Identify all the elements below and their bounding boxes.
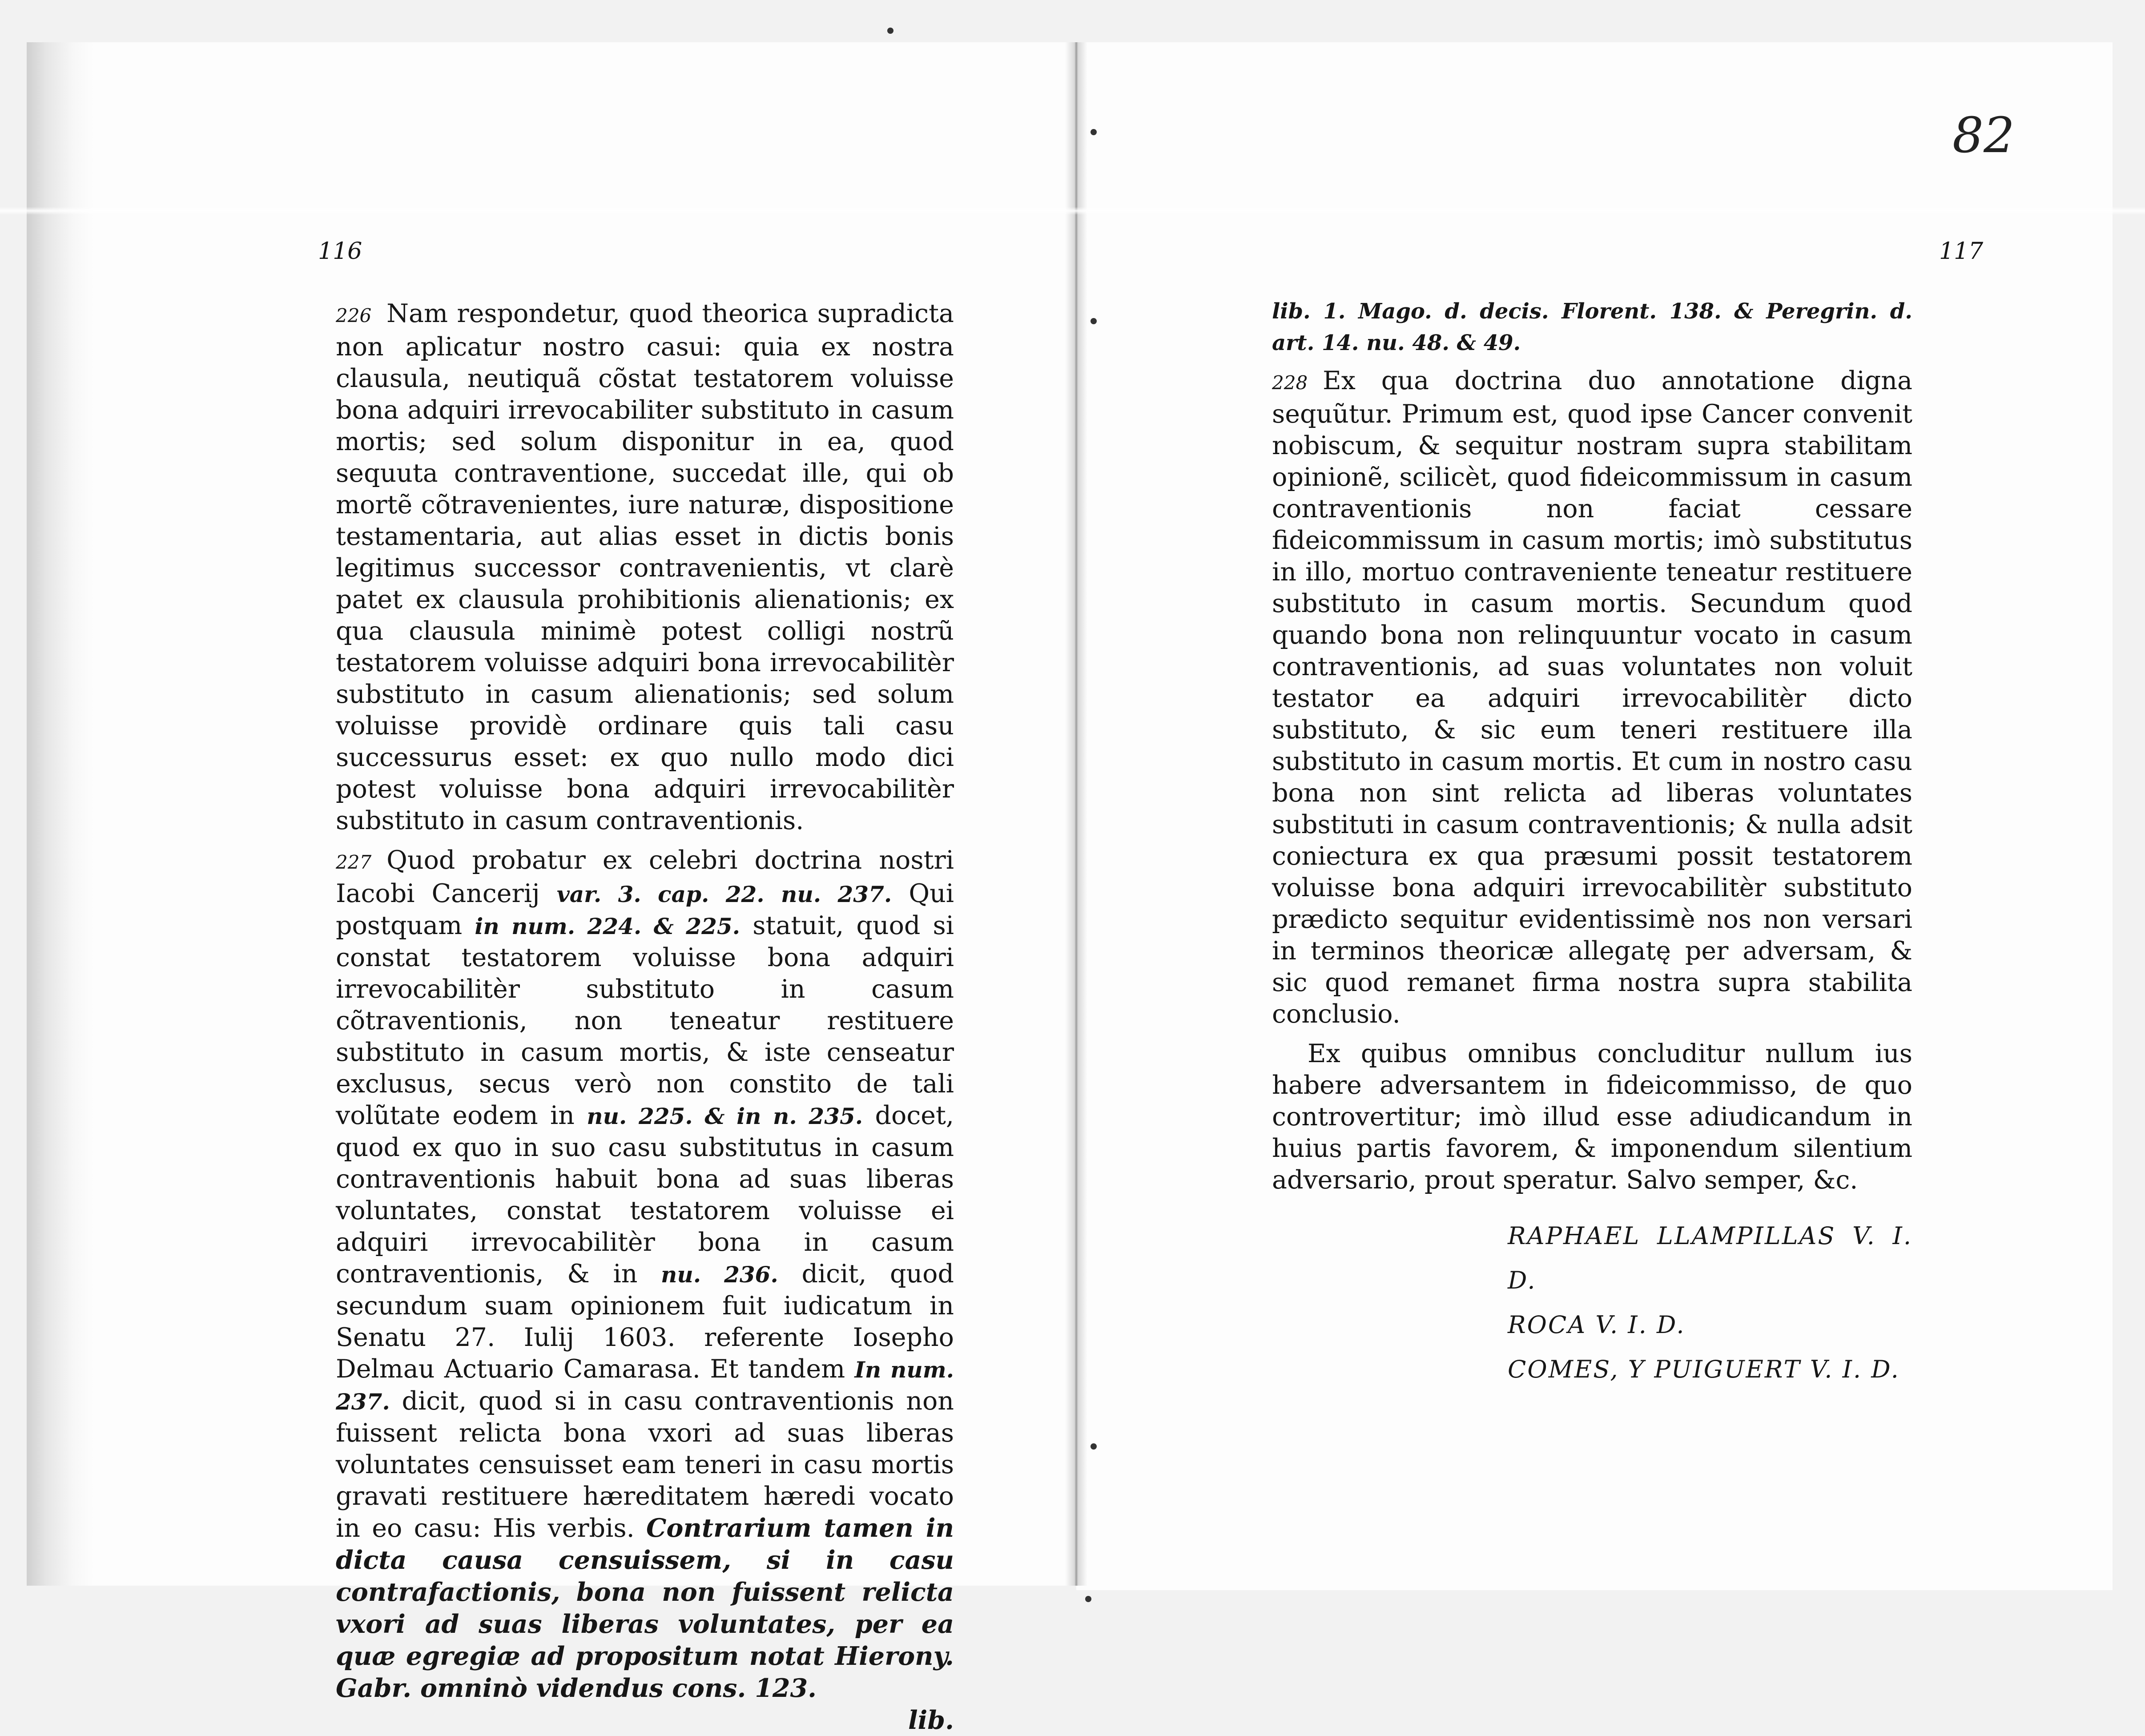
signature-line: RAPHAEL LLAMPILLAS V. I. D. [1508,1222,1912,1294]
scan-artifact [0,207,2145,215]
citation: var. 3. cap. 22. nu. 237. [556,881,892,907]
conclusion-paragraph: Ex quibus omnibus concluditur nullum ius habere adversantem in fideicommisso, de quo controvertitur; imò illud esse adiudicandum in huius partis favorem, & imponendum silentium adversario, prout speratur. Salvo semper, &c. [1272,1039,1912,1195]
citation-continuation: lib. 1. Mago. d. decis. Florent. 138. & Peregrin. d. art. 14. nu. 48. & 49. [1272,299,1912,355]
citation: In num. 237. [336,1357,954,1415]
paragraph-227 [336,845,954,1704]
paragraph-228 [1272,365,1912,1030]
signatures [1272,1214,1912,1392]
paragraph-text: Qui postquam [336,879,954,940]
latin-quotation: Contrarium tamen in dicta causa censuissem, si in casu contrafactionis, bona non fuissent relicta vxori ad suas liberas voluntates, per ea quæ egregiæ ad propositum notat Hierony. Gabr. omninò videndus cons. 123. [336,1513,954,1703]
paragraph-226 [336,298,954,837]
page-number-left: 116 [318,238,362,265]
paragraph-number: 228 [1272,372,1308,394]
handwritten-folio-number: 82 [1952,107,2015,164]
paragraph-text: dicit, quod secundum suam opinionem fuit iudicatum in Senatu 27. Iulij 1603. referente Iosepho Delmau Actuario Camarasa. Et tandem [336,1259,954,1384]
margin-mark [1091,129,1097,135]
left-text-block [336,298,954,1736]
margin-mark [887,28,893,34]
page-number-right: 117 [1939,238,1984,265]
paragraph-text: Ex qua doctrina duo annotatione digna sequũtur. Primum est, quod ipse Cancer convenit nobiscum, & sequitur nostram supra stabilitam opinionẽ, scilicèt, quod fideicommissum in casum contraventionis non faciat cessare fideicommissum in casum mortis; imò substitutus in illo, mortuo contraveniente teneatur restituere substituto in casum mortis. Secundum quod quando bona non relinquuntur vocato in casum contraventionis, ad suas voluntates non voluit testator ea adquiri irrevocabilitèr dicto substituto, & sic eum teneri restituere illa substituto in casum mortis. Et cum in nostro casu bona non sint relicta ad liberas voluntates substituti in casum contraventionis; & nulla adsit coniectura ex qua præsumi possit testatorem voluisse bona adquiri irrevocabilitèr substituto prædicto sequitur evidentissimè nos non versari in terminos theoricæ allegatę per adversam, & sic quod remanet firma nostra supra stabilita conclusio. [1272,366,1912,1029]
citation: nu. 236. [661,1261,778,1288]
left-page [27,42,1076,1735]
paragraph-text: Nam respondetur, quod theorica supradicta non aplicatur nostro casui: quia ex nostra clausula, neutiquã cõstat testatorem voluisse bona adquiri irrevocabiliter substituto in casum mortis; sed solum disponitur in ea, quod sequuta contraventione, succedat ille, qui ob mortẽ cõtravenientes, iure naturæ, dispositione testamentaria, aut alias esset in dictis bonis legitimus successor contravenientis, vt clarè patet ex clausula prohibitionis alienationis; ex qua clausula minimè potest colligi nostrũ testatorem voluisse adquiri bona irrevocabilitèr substituto in casum alienationis; sed solum voluisse providè ordinare quis tali casu successurus esset: ex quo nullo modo dici potest voluisse bona adquiri irrevocabilitèr substituto in casum contraventionis. [336,299,954,835]
paragraph-text: docet, quod ex quo in suo casu substitutus in casum contraventionis habuit bona ad suas liberas voluntates, constat testatorem voluisse ei adquiri irrevocabilitèr bona in casum contraventionis, & in [336,1101,954,1289]
paragraph-number: 227 [336,851,372,873]
signature-line: COMES, Y PUIGUERT V. I. D. [1508,1355,1900,1383]
catchword: lib. [908,1705,954,1735]
right-text-block [1272,296,1912,1392]
margin-mark [1091,318,1097,324]
right-page [1076,42,2113,1590]
paragraph-text: Quod probatur ex celebri doctrina nostri Iacobi Cancerij [336,846,954,908]
citation: in num. 224. & 225. [475,913,740,939]
signature-line: ROCA V. I. D. [1508,1311,1686,1339]
paragraph-text: statuit, quod si constat testatorem voluisse bona adquiri irrevocabilitèr substituto in casum cõtraventionis, non teneatur restituere substituto in casum mortis, & iste censeatur exclusus, secus verò non constito de tali volũtate eodem in [336,911,954,1130]
paragraph-number: 226 [336,305,372,326]
citation: nu. 225. & in n. 235. [587,1103,863,1129]
paragraph-text: dicit, quod si in casu contraventionis non fuissent relicta bona vxori ad suas liberas voluntates censuisset eam teneri in casu mortis gravati restituere hæreditatem hæredi vocato in eo casu: His verbis. [336,1386,954,1543]
margin-mark [1091,1443,1097,1450]
margin-mark [1085,1596,1091,1602]
book-gutter [1065,42,1087,1586]
